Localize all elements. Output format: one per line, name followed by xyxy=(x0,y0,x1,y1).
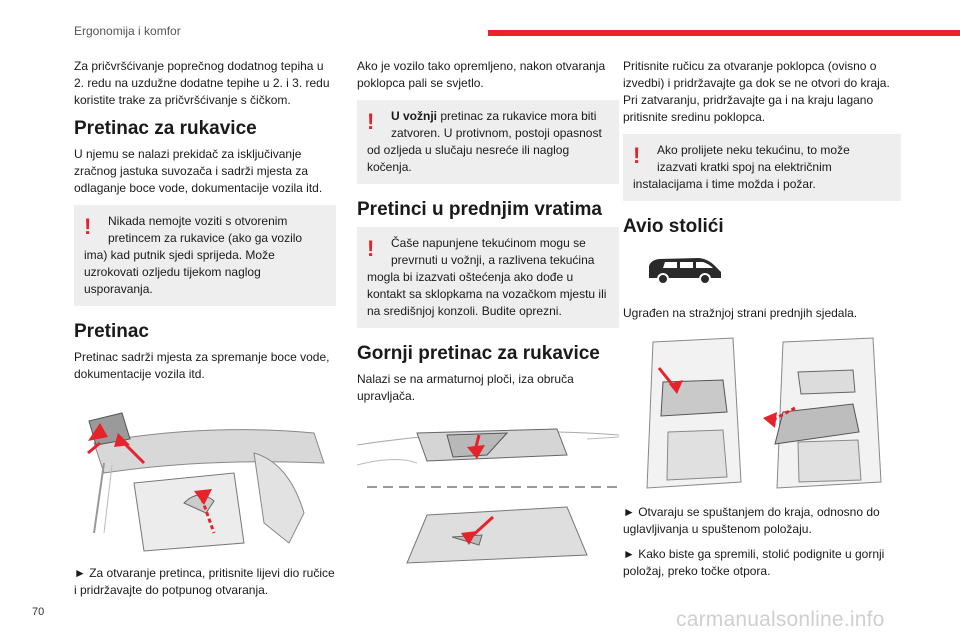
column-1 xyxy=(74,58,336,607)
heading-door-pockets: Pretinci u prednjim vratima xyxy=(357,199,602,220)
seat-tables-text: Ugrađen na stražnjoj strani prednjih sjedala. xyxy=(623,306,858,320)
intro-paragraph: Za pričvršćivanje poprečnog dodatnog tepiha u 2. redu na uzdužne dodatne tepihe u 2. i 3. redu koristite trake za pričvršćivanje s čičkom. xyxy=(74,59,330,107)
seat-tables-instruction-1: ► Otvaraju se spuštanjem do kraja, odnosno do uglavljivanja u spuštenom položaju. xyxy=(623,505,880,536)
column-3 xyxy=(623,58,901,588)
warning-icon: ! xyxy=(84,214,92,239)
warning-text: Nikada nemojte voziti s otvorenim pretincem za rukavice (ako ga vozilo ima) kad putnik sjedi sprijeda. Može uzrokovati ozljedu tijekom naglog usporavanja. xyxy=(84,214,303,296)
header-accent-bar xyxy=(488,30,960,36)
watermark: carmanualsonline.info xyxy=(676,608,885,631)
glovebox-text: U njemu se nalazi prekidač za isključivanje zračnog jastuka suvozača i sadrži mjesta za odlaganje boce vode, dokumentacije vozila itd. xyxy=(74,147,323,195)
column-2 xyxy=(357,58,619,577)
warning-icon: ! xyxy=(633,143,641,168)
seat-tables-instruction-2: ► Kako biste ga spremili, stolić podignite u gornji položaj, preko točke otpora. xyxy=(623,547,885,578)
cover-paragraph: Pritisnite ručicu za otvaranje poklopca (ovisno o izvedbi) i pridržavajte ga dok se ne otvori do kraja. Pri zatvaranju, pridržavajte ga i na kraju lagano pritisnite sredinu poklopca. xyxy=(623,59,890,124)
warning-text: Čaše napunjene tekućinom mogu se prevrnuti u vožnji, a razlivena tekućina mogla bi izazvati oštećenja ako dođe u kontakt sa sklopkama na vozačkom mjestu ili na središnjoj konzoli. Budite oprezni. xyxy=(367,236,607,318)
glovebox-illustration xyxy=(74,393,336,553)
page-number: 70 xyxy=(32,606,45,618)
heading-compartment: Pretinac xyxy=(74,321,149,342)
compartment-text: Pretinac sadrži mjesta za spremanje boce vode, dokumentacije vozila itd. xyxy=(74,350,330,381)
section-title: Ergonomija i komfor xyxy=(74,24,181,38)
warning-text: Ako prolijete neku tekućinu, to može izazvati kratki spoj na električnim instalacijama i time možda i požar. xyxy=(633,143,850,191)
warning-box xyxy=(623,134,901,201)
upper-glovebox-text: Nalazi se na armaturnoj ploči, iza obruča upravljača. xyxy=(357,372,574,403)
warning-text: U vožnji pretinac za rukavice mora biti zatvoren. U protivnom, postoji opasnost od ozljeda u slučaju nesreće ili naglog kočenja. xyxy=(367,109,602,174)
warning-icon: ! xyxy=(367,236,375,261)
van-icon xyxy=(645,254,901,291)
warning-box xyxy=(357,227,619,328)
warning-box xyxy=(74,205,336,306)
warning-icon: ! xyxy=(367,109,375,134)
light-paragraph: Ako je vozilo tako opremljeno, nakon otvaranja poklopca pali se svjetlo. xyxy=(357,59,606,90)
glovebox-instruction: ► Za otvaranje pretinca, pritisnite lijevi dio ručice i pridržavajte do potpunog otvaranja. xyxy=(74,566,335,597)
heading-glovebox: Pretinac za rukavice xyxy=(74,118,257,139)
seat-tables-illustration xyxy=(623,332,901,492)
warning-box xyxy=(357,100,619,184)
heading-upper-glovebox: Gornji pretinac za rukavice xyxy=(357,343,600,364)
heading-seat-tables: Avio stolići xyxy=(623,216,724,237)
upper-glovebox-illustration xyxy=(357,415,619,565)
